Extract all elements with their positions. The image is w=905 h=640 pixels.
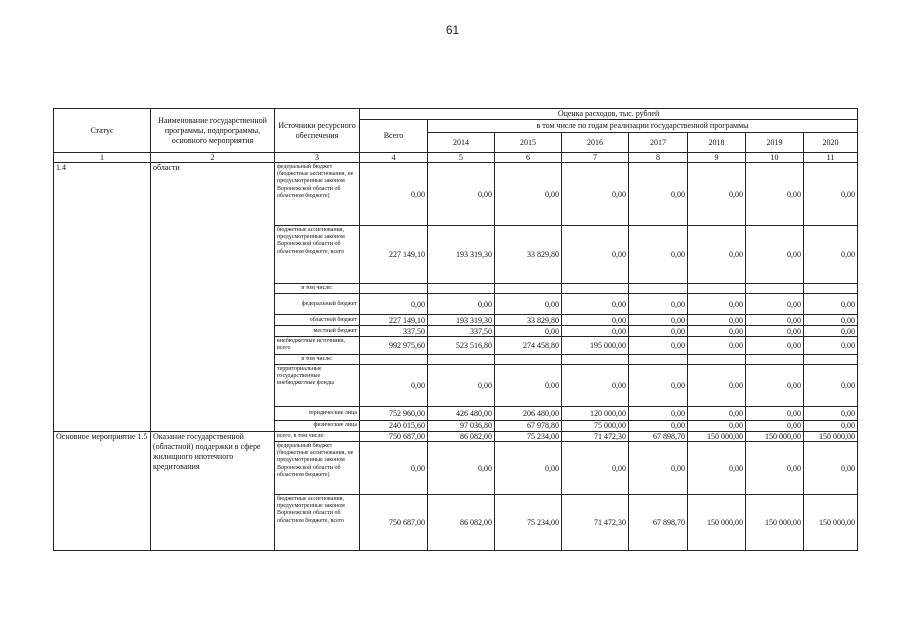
year-value-cell: 0,00 xyxy=(746,315,804,326)
column-number: 8 xyxy=(629,153,688,163)
year-value-cell: 0,00 xyxy=(495,326,562,337)
column-number: 3 xyxy=(275,153,360,163)
funding-source-cell: областной бюджет xyxy=(275,315,360,326)
year-value-cell: 0,00 xyxy=(746,294,804,315)
budget-table xyxy=(53,108,858,551)
funding-source-cell: бюджетные ассигнования, предусмотренные законом Воронежской области об областном бюджете, всего xyxy=(275,495,360,551)
year-value-cell: 0,00 xyxy=(804,294,858,315)
year-value-cell xyxy=(746,354,804,364)
year-value-cell: 150 000,00 xyxy=(688,495,746,551)
total-value-cell: 992 975,60 xyxy=(360,337,428,354)
column-number: 7 xyxy=(562,153,629,163)
year-value-cell: 71 472,30 xyxy=(562,495,629,551)
year-value-cell: 0,00 xyxy=(804,315,858,326)
funding-source-cell: федеральный бюджет (бюджетные ассигнования, не предусмотренные законом Воронежской области об областном бюджете) xyxy=(275,442,360,495)
total-header: Всего xyxy=(360,120,428,153)
year-value-cell: 0,00 xyxy=(495,442,562,495)
year-value-cell: 0,00 xyxy=(629,294,688,315)
year-value-cell: 0,00 xyxy=(629,364,688,406)
funding-source-cell: территориальные государственные внебюджетные фонды xyxy=(275,364,360,406)
year-value-cell: 0,00 xyxy=(629,337,688,354)
year-value-cell xyxy=(428,284,495,294)
year-value-cell: 0,00 xyxy=(562,315,629,326)
year-value-cell: 0,00 xyxy=(428,442,495,495)
year-value-cell: 0,00 xyxy=(428,364,495,406)
year-value-cell: 67 898,70 xyxy=(629,431,688,441)
year-value-cell: 0,00 xyxy=(688,294,746,315)
estimate-header: Оценка расходов, тыс. рублей xyxy=(360,109,858,120)
status-cell: 1.4 xyxy=(54,163,151,432)
year-value-cell xyxy=(688,354,746,364)
funding-source-cell: физические лица xyxy=(275,420,360,431)
column-number: 5 xyxy=(428,153,495,163)
funding-source-cell: федеральный бюджет xyxy=(275,294,360,315)
year-header: 2018 xyxy=(688,133,746,153)
name-header: Наименование государственной программы, подпрограммы, основного мероприятия xyxy=(151,109,275,153)
year-value-cell: 0,00 xyxy=(495,163,562,226)
year-value-cell: 523 516,80 xyxy=(428,337,495,354)
total-value-cell xyxy=(360,354,428,364)
by-years-header: в том числе по годам реализации государственной программы xyxy=(428,120,858,133)
year-value-cell: 0,00 xyxy=(562,326,629,337)
year-header: 2015 xyxy=(495,133,562,153)
funding-source-cell: внебюджетные источники, всего xyxy=(275,337,360,354)
year-value-cell: 97 036,80 xyxy=(428,420,495,431)
funding-source-cell: в том числе: xyxy=(275,354,360,364)
total-value-cell: 750 687,00 xyxy=(360,431,428,441)
year-value-cell xyxy=(562,354,629,364)
year-value-cell: 337,50 xyxy=(428,326,495,337)
funding-source-cell: федеральный бюджет (бюджетные ассигнования, не предусмотренные законом Воронежской области об областном бюджете) xyxy=(275,163,360,226)
year-value-cell: 86 082,00 xyxy=(428,431,495,441)
year-value-cell: 86 082,00 xyxy=(428,495,495,551)
year-value-cell: 67 978,80 xyxy=(495,420,562,431)
year-value-cell: 0,00 xyxy=(688,406,746,420)
page-number: 61 xyxy=(445,23,460,37)
year-value-cell: 0,00 xyxy=(804,420,858,431)
year-value-cell: 0,00 xyxy=(804,364,858,406)
year-value-cell: 33 829,80 xyxy=(495,226,562,284)
year-value-cell: 75 234,00 xyxy=(495,495,562,551)
year-value-cell: 0,00 xyxy=(688,442,746,495)
year-value-cell: 75 000,00 xyxy=(562,420,629,431)
year-value-cell: 0,00 xyxy=(495,294,562,315)
total-value-cell: 227 149,10 xyxy=(360,226,428,284)
year-value-cell: 150 000,00 xyxy=(804,495,858,551)
total-value-cell: 750 687,00 xyxy=(360,495,428,551)
year-value-cell: 0,00 xyxy=(629,326,688,337)
total-value-cell: 0,00 xyxy=(360,294,428,315)
column-number: 1 xyxy=(54,153,151,163)
year-value-cell: 426 480,00 xyxy=(428,406,495,420)
table-row xyxy=(54,431,858,441)
funding-source-cell: в том числе: xyxy=(275,284,360,294)
year-value-cell xyxy=(804,354,858,364)
table-row xyxy=(54,163,858,226)
year-value-cell: 0,00 xyxy=(746,326,804,337)
funding-source-cell: бюджетные ассигнования, предусмотренные законом Воронежской области об областном бюджете, всего xyxy=(275,226,360,284)
total-value-cell: 0,00 xyxy=(360,163,428,226)
year-value-cell xyxy=(688,284,746,294)
column-number: 10 xyxy=(746,153,804,163)
year-value-cell: 0,00 xyxy=(804,226,858,284)
year-value-cell: 0,00 xyxy=(562,163,629,226)
year-value-cell: 0,00 xyxy=(562,294,629,315)
column-number-row xyxy=(54,153,858,163)
year-value-cell: 0,00 xyxy=(804,337,858,354)
year-value-cell xyxy=(746,284,804,294)
year-value-cell: 0,00 xyxy=(746,337,804,354)
column-number: 4 xyxy=(360,153,428,163)
status-cell: Основное мероприятие 1.5 xyxy=(54,431,151,550)
year-value-cell: 150 000,00 xyxy=(746,495,804,551)
total-value-cell: 0,00 xyxy=(360,442,428,495)
status-header: Статус xyxy=(54,109,151,153)
year-value-cell: 193 319,30 xyxy=(428,226,495,284)
funding-source-cell: местный бюджет xyxy=(275,326,360,337)
year-value-cell xyxy=(562,284,629,294)
year-value-cell xyxy=(629,354,688,364)
year-header: 2020 xyxy=(804,133,858,153)
year-value-cell: 0,00 xyxy=(804,406,858,420)
year-value-cell: 0,00 xyxy=(629,442,688,495)
year-value-cell: 274 458,80 xyxy=(495,337,562,354)
year-value-cell xyxy=(629,284,688,294)
sources-header: Источники ресурсного обеспечения xyxy=(275,109,360,153)
year-value-cell: 0,00 xyxy=(804,326,858,337)
total-value-cell xyxy=(360,284,428,294)
year-value-cell: 0,00 xyxy=(688,163,746,226)
total-value-cell: 0,00 xyxy=(360,364,428,406)
year-value-cell: 0,00 xyxy=(495,364,562,406)
year-value-cell: 0,00 xyxy=(688,420,746,431)
year-value-cell: 75 234,00 xyxy=(495,431,562,441)
year-value-cell: 150 000,00 xyxy=(804,431,858,441)
year-value-cell: 0,00 xyxy=(562,442,629,495)
total-value-cell: 337,50 xyxy=(360,326,428,337)
year-value-cell: 0,00 xyxy=(746,226,804,284)
column-number: 2 xyxy=(151,153,275,163)
total-value-cell: 227 149,10 xyxy=(360,315,428,326)
table-body xyxy=(54,163,858,551)
year-value-cell: 0,00 xyxy=(688,364,746,406)
year-value-cell: 0,00 xyxy=(629,226,688,284)
year-header: 2019 xyxy=(746,133,804,153)
year-value-cell: 193 319,30 xyxy=(428,315,495,326)
year-value-cell: 0,00 xyxy=(562,226,629,284)
year-value-cell: 0,00 xyxy=(746,406,804,420)
year-value-cell: 71 472,30 xyxy=(562,431,629,441)
year-value-cell: 195 000,00 xyxy=(562,337,629,354)
year-value-cell: 0,00 xyxy=(746,442,804,495)
year-value-cell: 0,00 xyxy=(629,420,688,431)
year-value-cell: 0,00 xyxy=(804,163,858,226)
year-value-cell: 0,00 xyxy=(688,337,746,354)
year-value-cell: 0,00 xyxy=(629,163,688,226)
year-value-cell: 0,00 xyxy=(688,226,746,284)
year-value-cell xyxy=(428,354,495,364)
year-value-cell: 150 000,00 xyxy=(688,431,746,441)
year-value-cell: 0,00 xyxy=(688,315,746,326)
program-name-cell: области xyxy=(151,163,275,432)
total-value-cell: 752 960,00 xyxy=(360,406,428,420)
year-value-cell xyxy=(495,354,562,364)
year-value-cell: 0,00 xyxy=(688,326,746,337)
column-number: 6 xyxy=(495,153,562,163)
year-value-cell: 67 898,70 xyxy=(629,495,688,551)
program-name-cell: Оказание государственной (областной) поддержки в сфере жилищного ипотечного кредитования xyxy=(151,431,275,550)
year-value-cell: 0,00 xyxy=(428,294,495,315)
year-header: 2014 xyxy=(428,133,495,153)
column-number: 9 xyxy=(688,153,746,163)
year-value-cell xyxy=(495,284,562,294)
year-value-cell xyxy=(804,284,858,294)
year-value-cell: 120 000,00 xyxy=(562,406,629,420)
column-number: 11 xyxy=(804,153,858,163)
year-value-cell: 0,00 xyxy=(746,364,804,406)
funding-source-cell: всего, в том числе: xyxy=(275,431,360,441)
year-header: 2016 xyxy=(562,133,629,153)
year-value-cell: 0,00 xyxy=(746,420,804,431)
year-value-cell: 0,00 xyxy=(629,406,688,420)
year-value-cell: 0,00 xyxy=(562,364,629,406)
year-value-cell: 0,00 xyxy=(746,163,804,226)
year-value-cell: 33 829,80 xyxy=(495,315,562,326)
funding-source-cell: юридические лица xyxy=(275,406,360,420)
year-value-cell: 150 000,00 xyxy=(746,431,804,441)
year-header: 2017 xyxy=(629,133,688,153)
year-value-cell: 0,00 xyxy=(428,163,495,226)
year-value-cell: 0,00 xyxy=(804,442,858,495)
year-value-cell: 206 480,00 xyxy=(495,406,562,420)
total-value-cell: 240 015,60 xyxy=(360,420,428,431)
year-value-cell: 0,00 xyxy=(629,315,688,326)
